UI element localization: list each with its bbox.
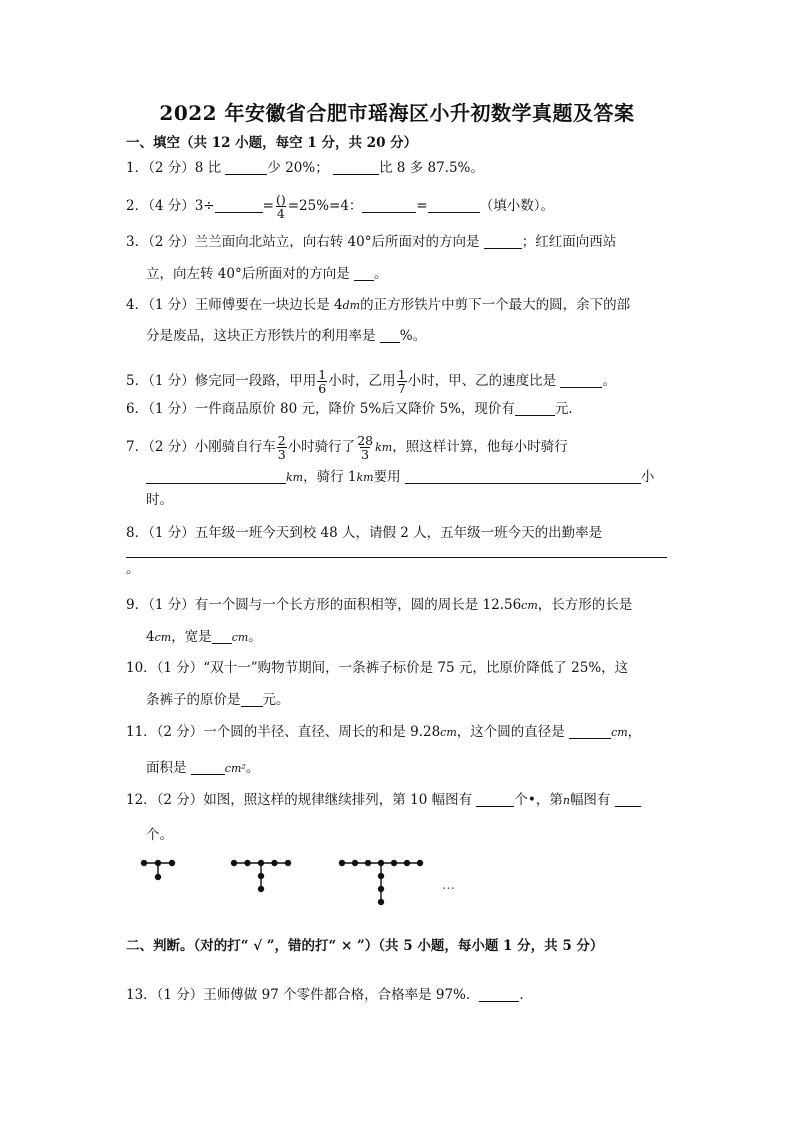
fraction: $\frac{1}{7}$ — [397, 367, 406, 396]
question-12-continued: 个。 — [146, 827, 173, 843]
question-6: 6．（1 分）一件商品原价 80 元，降价 5%后又降价 5%，现价有 元． — [126, 401, 582, 417]
answer-blank[interactable] — [362, 197, 416, 213]
fraction: $\frac{28}{3}$ — [357, 433, 374, 462]
answer-blank[interactable] — [405, 468, 641, 484]
page-title: 2022 年安徽省合肥市瑶海区小升初数学真题及答案 — [159, 101, 635, 125]
answer-blank[interactable] — [428, 197, 480, 213]
question-12: 12．（2 分）如图，照这样的规律继续排列，第 10 幅图有 个•，第n幅图有 — [126, 790, 641, 811]
answer-blank[interactable] — [212, 628, 232, 644]
answer-blank[interactable] — [241, 691, 263, 707]
question-13: 13．（1 分）王师傅做 97 个零件都合格，合格率是 97%． . — [126, 987, 524, 1003]
question-8: 8．（1 分）五年级一班今天到校 48 人，请假 2 人，五年级一班今天的出勤率是 — [126, 525, 603, 541]
pattern-figure-3 — [340, 861, 423, 905]
answer-blank[interactable] — [560, 372, 602, 388]
answer-blank[interactable] — [380, 327, 400, 343]
answer-blank[interactable] — [615, 791, 641, 807]
answer-blank[interactable] — [333, 159, 379, 175]
question-7: 7．（2 分）小刚骑自行车 $\frac{2}{3}$ 小时骑行了 $\frac{28}{3}$ km，照这样计算，他每小时骑行 — [126, 433, 568, 462]
fraction: $\frac{2}{3}$ — [277, 433, 286, 462]
question-4-continued: 分是废品，这块正方形铁片的利用率是 %。 — [146, 328, 427, 344]
answer-blank[interactable] — [515, 400, 555, 416]
question-3: 3．（2 分）兰兰面向北站立，向右转 40°后所面对的方向是 ；红红面向西站 — [126, 234, 617, 250]
dot-pattern-figure — [138, 855, 468, 915]
question-10: 10．（1 分）“双十一”购物节期间，一条裤子标价是 75 元，比原价降低了 25%，这 — [126, 660, 629, 676]
question-10-continued: 条裤子的原价是 元。 — [146, 692, 290, 708]
question-1: 1．（2 分）8 比 少 20%； 比 8 多 87.5%。 — [126, 160, 484, 176]
question-9: 9．（1 分）有一个圆与一个长方形的面积相等，圆的周长是 12.56cm，长方形的长是 — [126, 597, 633, 613]
answer-blank[interactable] — [225, 159, 267, 175]
section-fill-in-heading: 一、填空（共 12 小题，每空 1 分，共 20 分） — [126, 135, 418, 151]
answer-blank[interactable] — [215, 197, 263, 213]
answer-blank[interactable] — [354, 265, 374, 281]
answer-blank[interactable] — [569, 723, 611, 739]
question-8-tail: 。 — [126, 561, 140, 577]
question-3-continued: 立，向左转 40°后所面对的方向是 。 — [146, 266, 388, 282]
question-2: 2．（4 分）3÷ = $\frac{()}{4}$ =25%=4： = （填小数）。 — [126, 192, 554, 221]
answer-blank[interactable] — [191, 759, 225, 775]
question-11-continued: 面积是 cm²。 — [146, 760, 260, 776]
fraction: $\frac{1}{6}$ — [318, 367, 327, 396]
pattern-ellipsis: … — [442, 878, 455, 893]
question-4: 4．（1 分）王师傅要在一块边长是 4dm的正方形铁片中剪下一个最大的圆，余下的部 — [126, 297, 631, 313]
answer-blank[interactable] — [484, 233, 522, 249]
question-9-continued: 4cm，宽是 cm。 — [146, 629, 262, 645]
answer-blank[interactable] — [146, 468, 286, 484]
question-5: 5．（1 分）修完同一段路，甲用 $\frac{1}{6}$ 小时，乙用 $\frac{1}{7}$ 小时，甲、乙的速度比是 。 — [126, 367, 616, 396]
question-11: 11．（2 分）一个圆的半径、直径、周长的和是 9.28cm，这个圆的直径是 cm， — [126, 724, 642, 740]
pattern-figure-2 — [232, 861, 291, 892]
answer-blank[interactable] — [476, 791, 514, 807]
question-7-continued: km，骑行 1km要用 小 — [146, 467, 654, 488]
pattern-figure-1 — [142, 861, 175, 880]
fraction: $\frac{()}{4}$ — [275, 192, 286, 221]
answer-blank[interactable] — [479, 986, 519, 1002]
question-7-tail: 时。 — [146, 492, 173, 508]
section-judgment-heading: 二、判断。（对的打“ √ ”，错的打“ × ”）（共 5 小题，每小题 1 分，共 5 分） — [126, 938, 604, 954]
answer-blank[interactable] — [126, 557, 667, 558]
